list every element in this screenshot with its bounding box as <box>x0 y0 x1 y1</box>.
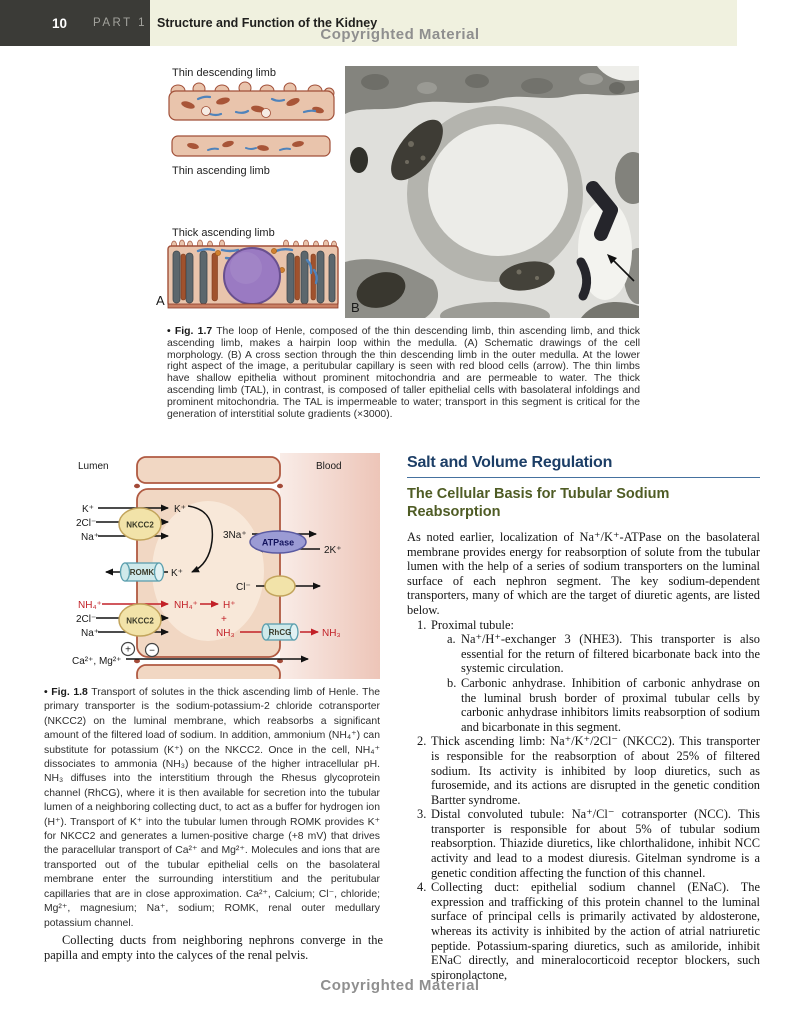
nh4-cell: NH₄⁺ <box>174 600 198 611</box>
cl2-lumen: 2Cl⁻ <box>76 518 97 529</box>
sub-number: a. <box>447 632 456 647</box>
thin-ascending-drawing <box>172 136 330 156</box>
h-cell: H⁺ <box>223 600 236 611</box>
watermark-top: Copyrighted Material <box>320 26 480 43</box>
minus-charge: − <box>149 645 155 657</box>
list-number: 2. <box>417 734 427 749</box>
fig18-diagram <box>68 453 380 679</box>
sub-text: Carbonic anhydrase. Inhibition of carbonic anhydrase on the luminal brush border of proximal tubular cells by carbonic anhydrase inhibitors limits reabsorption of sodium and bicarbonate in this segment. <box>461 675 760 734</box>
nh4-lumen: NH₄⁺ <box>78 600 102 611</box>
part-label: PART 1 <box>93 17 148 29</box>
list-item-2 <box>407 734 760 807</box>
romk-label: ROMK <box>129 568 155 577</box>
fig17-caption-text: The loop of Henle, composed of the thin descending limb, thin ascending limb, and thick ascending limb, makes a hairpin loop within the medulla. (A) Schematic drawings of the cell morphology. (B) A cross section through the thin descending limb in the outer medulla. At the lower right aspect of the image, a peritubular capillary is seen with red blood cells (arrow). The thin limbs have shallow epithelia without prominent mitochondria and are permeable to water. The thick ascending limb (TAL), in contrast, is composed of taller epithelial cells with basolateral infoldings and prominent mitochondria. The TAL is impermeable to water; transport in this segment is critical for the generation of interstitial solute gradients (×3000). <box>167 326 640 420</box>
plus-charge: + <box>125 644 131 656</box>
running-head: Structure and Function of the Kidney <box>157 16 378 30</box>
romk-channel <box>121 563 164 581</box>
k-lumen: K⁺ <box>82 504 94 515</box>
sub-item-1a <box>431 632 760 676</box>
lumen-label: Lumen <box>78 461 109 472</box>
sub-text: Na⁺/H⁺-exchanger 3 (NHE3). This transporter is also essential for the return of filtered bicarbonate back into the systemic circulation. <box>461 632 760 676</box>
plus-sign: + <box>221 614 227 625</box>
fig17-panel-a-letter: A <box>156 293 165 308</box>
section-heading: Salt and Volume Regulation <box>407 454 613 471</box>
cl-cell: Cl⁻ <box>236 582 251 593</box>
intro-paragraph: As noted earlier, localization of Na⁺/K⁺-ATPase on the basolateral membrane provides energy for reabsorption of solute from the tubular lumen with the help of a series of sodium transporters on the luminal surface of each nephron segment. The key sodium-dependent transporters, many of which are the target of diuretic agents, are listed below. <box>407 530 760 617</box>
nkcc2-label-2: NKCC2 <box>126 616 154 626</box>
blood-label: Blood <box>316 461 342 472</box>
list-item-4 <box>407 880 760 982</box>
fig17-caption <box>167 326 640 420</box>
list-item-3 <box>407 807 760 880</box>
fig18-caption <box>44 686 380 931</box>
na-lumen: Na⁺ <box>81 532 100 543</box>
fig17-caption-label: • Fig. 1.7 <box>167 326 213 337</box>
nkcc2-label-1: NKCC2 <box>126 520 154 530</box>
article-column <box>407 454 760 982</box>
thick-ascending-label: Thick ascending limb <box>172 227 275 239</box>
sub-item-1b <box>431 676 760 734</box>
list-text: Distal convoluted tubule: Na⁺/Cl⁻ cotransporter (NCC). This transporter is responsible for about 5% of tubular sodium reabsorption. Thiazide diuretics, like chlorthalidone, inhibit NCC activity and lead to a modest diuresis. Gitelman syndrome is a genetic condition affecting the function of this channel. <box>431 807 760 880</box>
sub-number: b. <box>447 675 457 690</box>
fig17-panel-b-letter: B <box>351 300 360 315</box>
thin-descending-drawing <box>169 82 334 120</box>
list-number: 4. <box>417 880 427 895</box>
list-item-1 <box>407 618 760 735</box>
list-number: 1. <box>417 617 427 632</box>
closing-paragraph: Collecting ducts from neighboring nephrons converge in the papilla and empty into the calyces of the renal pelvis. <box>44 933 383 962</box>
nh3-blood: NH₃ <box>322 628 341 639</box>
cl-channel <box>265 576 295 596</box>
article-body <box>407 530 760 982</box>
na3-cell: 3Na⁺ <box>223 530 247 541</box>
list-text: Proximal tubule: <box>431 617 514 632</box>
k2-blood: 2K⁺ <box>324 545 342 556</box>
k-romk: K⁺ <box>171 568 183 579</box>
na-lumen-2: Na⁺ <box>81 628 100 639</box>
list-text: Collecting duct: epithelial sodium channel (ENaC). The expression and trafficking of this protein channel to the luminal surface of principal cells is primarily activated by aldosterone, whereas its activity is inhibited by the action of atrial natriuretic peptide. Potassium-sparing diuretics, such as amiloride, inhibit ENaC directly, and mineralocorticoid receptor blockers, such spironolactone, <box>431 880 760 982</box>
rhcg-label: RhCG <box>268 628 292 637</box>
fig17-panel-b-micrograph <box>345 66 639 318</box>
watermark-bottom: Copyrighted Material <box>320 977 480 994</box>
thin-descending-label: Thin descending limb <box>172 67 276 79</box>
blood-region <box>280 453 380 679</box>
subsection-heading: The Cellular Basis for Tubular Sodium Reabsorption <box>407 486 670 520</box>
cl2-lumen-2: 2Cl⁻ <box>76 614 97 625</box>
heading-rule <box>407 477 760 478</box>
camg-label: Ca²⁺, Mg²⁺ <box>72 656 122 667</box>
thick-ascending-drawing <box>168 240 338 308</box>
k-cell: K⁺ <box>174 504 186 515</box>
list-number: 3. <box>417 807 427 822</box>
atpase-label: ATPase <box>261 537 295 548</box>
thin-ascending-label: Thin ascending limb <box>172 165 270 177</box>
list-text: Thick ascending limb: Na⁺/K⁺/2Cl⁻ (NKCC2). This transporter is responsible for the reabsorption of about 25% of filtered sodium. Its activity is inhibited by loop diuretics, such as furosemide, and its actions are disrupted in the genetic condition Bartter syndrome. <box>431 734 760 807</box>
fig18-caption-text: Transport of solutes in the thick ascending limb of Henle. The primary transporter is the sodium-potassium-2 chloride cotransporter (NKCC2) on the luminal membrane, which reabsorbs a significant amount of the filtered load of sodium. In addition, ammonium (NH₄⁺) can substitute for potassium (K⁺) on the NKCC2. Once in the cell, NH₄⁺ dissociates to ammonia (NH₃) because of the higher intracellular pH. NH₃ diffuses into the interstitium through the Rhesus glycoprotein channel (RhCG), where it is then available for secretion into the tubular lumen of a neighboring collecting duct, to act as a buffer for hydrogen ion (H⁺). Transport of K⁺ into the tubular lumen through ROMK provides K⁺ for NKCC2 and generates a lumen-positive charge (+8 mV) that drives the paracellular transport of Ca²⁺ and Mg²⁺. Molecules and ions that are transported out of the tubular epithelial cells on the basolateral membrane enter the surrounding interstitium and the peritubular capillaries that are in close approximation. Ca²⁺, Calcium; Cl⁻, chloride; Mg²⁺, magnesium; Na⁺, sodium; ROMK, renal outer medullary potassium channel. <box>44 687 380 929</box>
page-number: 10 <box>52 15 68 31</box>
rhcg-channel <box>262 624 298 640</box>
fig18-caption-label: • Fig. 1.8 <box>44 687 88 698</box>
tubule-lumen <box>428 124 568 256</box>
fig17-panel-a-schematic <box>166 64 340 316</box>
nh3-cell: NH₃ <box>216 628 235 639</box>
